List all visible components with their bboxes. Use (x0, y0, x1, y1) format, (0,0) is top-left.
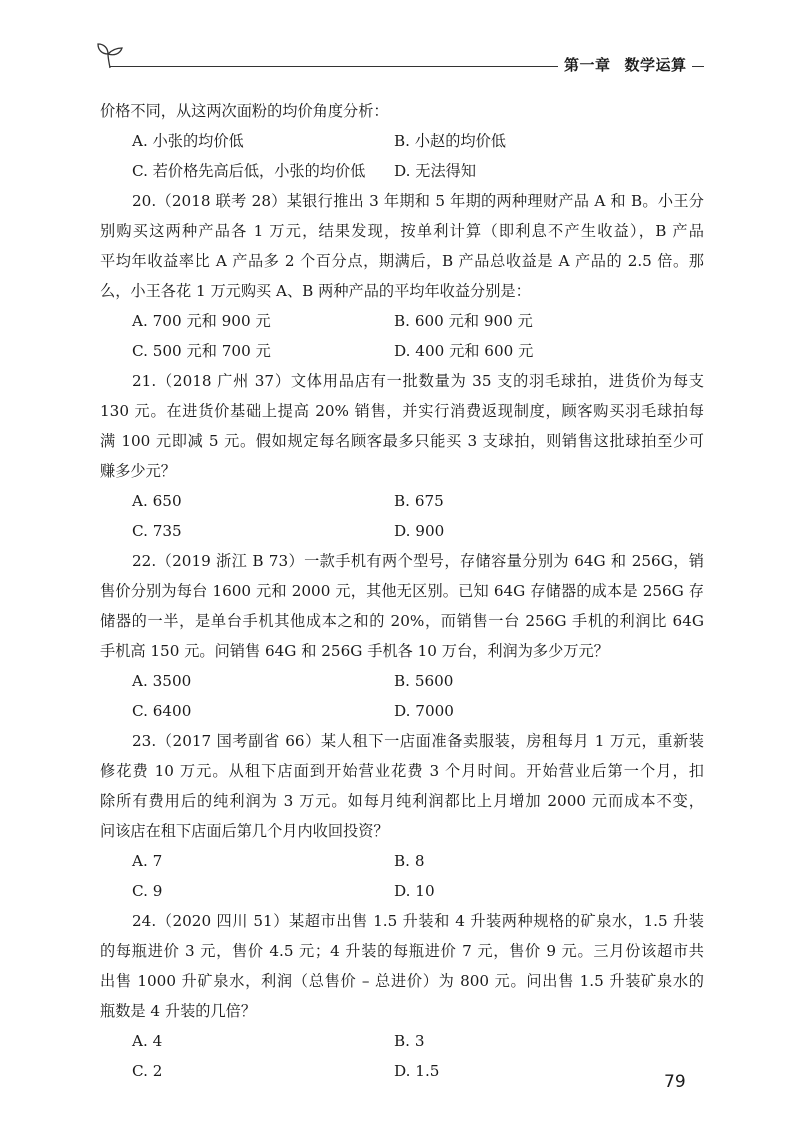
question-start-line: 23.（2017 国考副省 66）某人租下一店面准备卖服装，房租每月 1 万元，重新装 (132, 732, 704, 750)
text-line: 问该店在租下店面后第几个月内收回投资？ (100, 822, 389, 840)
text-line: 储器的一半，是单台手机其他成本之和的 20%，而销售一台 256G 手机的利润比 64G (100, 612, 704, 630)
running-header (96, 40, 704, 80)
option-right: D. 无法得知 (394, 162, 477, 180)
option-right: B. 小赵的均价低 (394, 132, 506, 150)
option-row (100, 876, 704, 906)
header-rule-right (692, 66, 704, 67)
text-line: 除所有费用后的纯利润为 3 万元。如每月纯利润都比上月增加 2000 元而成本不变， (100, 792, 704, 810)
option-row (100, 336, 704, 366)
header-rule-left (110, 66, 558, 67)
chapter-title: 数学运算 (624, 56, 687, 74)
text-line: 瓶数是 4 升装的几倍？ (100, 1002, 257, 1020)
option-right: B. 5600 (394, 672, 454, 690)
option-right: B. 600 元和 900 元 (394, 312, 533, 330)
option-right: D. 10 (394, 882, 435, 900)
text-line: 出售 1000 升矿泉水，利润（总售价 – 总进价）为 800 元。问出售 1.5 升装矿泉水的 (100, 972, 704, 990)
question-start-line: 20.（2018 联考 28）某银行推出 3 年期和 5 年期的两种理财产品 A 和 B。小王分 (132, 192, 704, 210)
option-left: A. 650 (132, 492, 182, 510)
option-right: B. 675 (394, 492, 444, 510)
option-row (100, 696, 704, 726)
text-line: 满 100 元即减 5 元。假如规定每名顾客最多只能买 3 支球拍，则销售这批球拍至少可 (100, 432, 704, 450)
text-line: 的每瓶进价 3 元，售价 4.5 元；4 升装的每瓶进价 7 元，售价 9 元。三月份该超市共 (100, 942, 704, 960)
option-row (100, 1026, 704, 1056)
text-line: 么，小王各花 1 万元购买 A、B 两种产品的平均年收益分别是： (100, 282, 531, 300)
text-line: 价格不同，从这两次面粉的均价角度分析： (100, 102, 389, 120)
text-line: 赚多少元？ (100, 462, 176, 480)
text-line: 130 元。在进货价基础上提高 20% 销售，并实行消费返现制度，顾客购买羽毛球拍每 (100, 402, 704, 420)
option-right: D. 900 (394, 522, 445, 540)
option-right: B. 8 (394, 852, 425, 870)
page-number: 79 (664, 1072, 686, 1092)
option-left: A. 7 (132, 852, 163, 870)
option-left: C. 9 (132, 882, 163, 900)
text-line: 修花费 10 万元。从租下店面到开始营业花费 3 个月时间。开始营业后第一个月，扣 (100, 762, 704, 780)
option-left: A. 3500 (132, 672, 192, 690)
option-left: C. 735 (132, 522, 182, 540)
option-left: A. 小张的均价低 (132, 132, 244, 150)
option-left: C. 若价格先高后低，小张的均价低 (132, 162, 366, 180)
text-line: 别购买这两种产品各 1 万元，结果发现，按单利计算（即利息不产生收益），B 产品 (100, 222, 704, 240)
option-left: A. 4 (132, 1032, 163, 1050)
option-row (100, 846, 704, 876)
option-row (100, 486, 704, 516)
option-right: D. 7000 (394, 702, 454, 720)
option-right: B. 3 (394, 1032, 425, 1050)
question-start-line: 24.（2020 四川 51）某超市出售 1.5 升装和 4 升装两种规格的矿泉水，1.5 升装 (132, 912, 704, 930)
option-right: D. 400 元和 600 元 (394, 342, 534, 360)
chapter-number: 第一章 (564, 56, 611, 74)
option-row (100, 156, 704, 186)
text-line: 手机高 150 元。问销售 64G 和 256G 手机各 10 万台，利润为多少万元？ (100, 642, 609, 660)
text-line: 售价分别为每台 1600 元和 2000 元，其他无区别。已知 64G 存储器的成本是 256G 存 (100, 582, 704, 600)
text-line: 平均年收益率比 A 产品多 2 个百分点，期满后，B 产品总收益是 A 产品的 2.5 倍。那 (100, 252, 704, 270)
option-row (100, 1056, 704, 1086)
option-row (100, 666, 704, 696)
question-start-line: 21.（2018 广州 37）文体用品店有一批数量为 35 支的羽毛球拍，进货价为每支 (132, 372, 704, 390)
option-left: A. 700 元和 900 元 (132, 312, 271, 330)
option-row (100, 306, 704, 336)
question-start-line: 22.（2019 浙江 B 73）一款手机有两个型号，存储容量分别为 64G 和 256G，销 (132, 552, 704, 570)
chapter-heading (564, 54, 687, 75)
option-left: C. 6400 (132, 702, 192, 720)
option-row (100, 516, 704, 546)
option-left: C. 2 (132, 1062, 163, 1080)
option-right: D. 1.5 (394, 1062, 440, 1080)
option-left: C. 500 元和 700 元 (132, 342, 271, 360)
option-row (100, 126, 704, 156)
page-body (100, 96, 704, 1086)
